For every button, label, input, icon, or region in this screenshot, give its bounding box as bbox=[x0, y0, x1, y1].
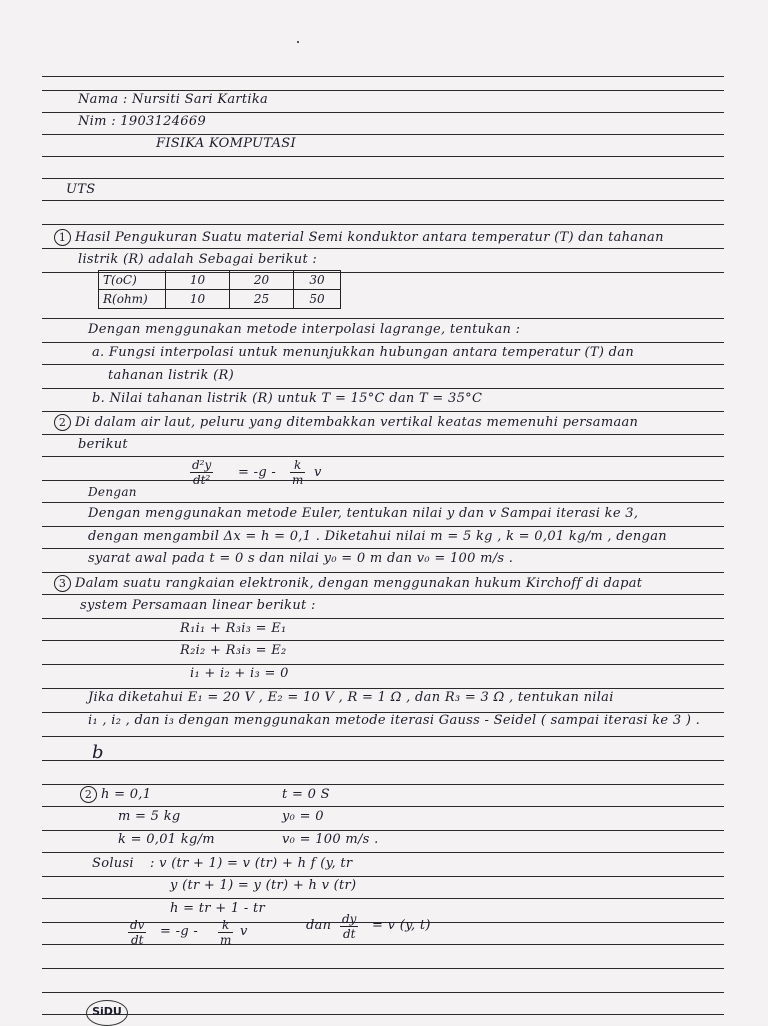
question-number: 3 bbox=[54, 575, 71, 592]
exam-label: UTS bbox=[66, 182, 96, 197]
question-2-line-3: Dengan menggunakan metode Euler, tentukan nilai y dan v Sampai iterasi ke 3, bbox=[88, 506, 639, 521]
answer-number: 2 bbox=[80, 786, 97, 803]
question-2-dengan: Dengan bbox=[88, 485, 137, 499]
ruled-line bbox=[42, 664, 724, 665]
ruled-line bbox=[42, 502, 724, 503]
fraction-numerator: d²y bbox=[192, 458, 212, 472]
ruled-line bbox=[42, 480, 724, 481]
solusi-label: Solusi bbox=[92, 856, 134, 871]
answer-dy-eq: = v (y, t) bbox=[372, 918, 431, 933]
question-text: Hasil Pengukuran Suatu material Semi konduktor antara temperatur (T) dan tahanan bbox=[75, 230, 664, 245]
question-1-part-a: a. Fungsi interpolasi untuk menunjukkan hubungan antara temperatur (T) dan bbox=[92, 345, 634, 360]
ruled-line bbox=[42, 526, 724, 527]
answer-h: h = 0,1 bbox=[101, 787, 152, 802]
question-number: 2 bbox=[54, 414, 71, 431]
ruled-line bbox=[42, 364, 724, 365]
ruled-line bbox=[42, 178, 724, 179]
ruled-line bbox=[42, 968, 724, 969]
question-1-part-b: b. Nilai tahanan listrik (R) untuk T = 15°C dan T = 35°C bbox=[92, 391, 483, 406]
question-2-line-1 bbox=[54, 414, 638, 431]
question-2-line-4: dengan mengambil Δx = h = 0,1 . Diketahui nilai m = 5 kg , k = 0,01 kg/m , dengan bbox=[88, 529, 667, 544]
ruled-line bbox=[42, 134, 724, 135]
table-cell: 20 bbox=[230, 271, 294, 290]
fraction-denominator: dt² bbox=[192, 473, 211, 487]
answer-fraction bbox=[218, 918, 233, 947]
question-1-line-2: listrik (R) adalah Sebagai berikut : bbox=[78, 252, 318, 267]
question-3-line-3: Jika diketahui E₁ = 20 V , E₂ = 10 V , R = 1 Ω , dan R₃ = 3 Ω , tentukan nilai bbox=[88, 690, 614, 705]
question-3-line-1 bbox=[54, 575, 642, 592]
equation-operator: = -g - bbox=[238, 465, 277, 480]
answer-v: v bbox=[240, 924, 248, 939]
ruled-line bbox=[42, 992, 724, 993]
ruled-line bbox=[42, 90, 724, 91]
answer-t: t = 0 S bbox=[282, 787, 330, 802]
fraction-numerator: dy bbox=[342, 912, 357, 926]
equation-1: R₁i₁ + R₃i₃ = E₁ bbox=[180, 621, 287, 636]
ruled-line bbox=[42, 434, 724, 435]
ruled-line bbox=[42, 248, 724, 249]
ruled-line bbox=[42, 76, 724, 77]
ruled-line bbox=[42, 572, 724, 573]
fraction-denominator: m bbox=[220, 933, 232, 947]
ruled-line bbox=[42, 618, 724, 619]
question-3-line-2: system Persamaan linear berikut : bbox=[80, 598, 316, 613]
ruled-line bbox=[42, 784, 724, 785]
table-cell: 25 bbox=[230, 290, 294, 309]
ruled-line bbox=[42, 852, 724, 853]
answer-y0: y₀ = 0 bbox=[282, 809, 324, 824]
ruled-line bbox=[42, 760, 724, 761]
student-name: Nama : Nursiti Sari Kartika bbox=[78, 92, 269, 107]
fraction-numerator: k bbox=[290, 458, 305, 473]
equation-tail: v bbox=[314, 465, 322, 480]
ruled-line bbox=[42, 388, 724, 389]
fraction-denominator: dt bbox=[130, 933, 144, 947]
answer-line-1 bbox=[80, 786, 151, 803]
ruled-line bbox=[42, 898, 724, 899]
ruled-line bbox=[42, 156, 724, 157]
ruled-line bbox=[42, 736, 724, 737]
table-cell: 10 bbox=[166, 290, 230, 309]
ruled-line bbox=[42, 456, 724, 457]
table-cell: R(ohm) bbox=[99, 290, 166, 309]
notebook-logo: SiDU bbox=[86, 1000, 128, 1026]
ruled-line bbox=[42, 548, 724, 549]
table-row bbox=[99, 271, 341, 290]
answer-m: m = 5 kg bbox=[118, 809, 181, 824]
ruled-line bbox=[42, 318, 724, 319]
question-1-line-1 bbox=[54, 229, 664, 246]
answer-mark: b bbox=[92, 742, 104, 763]
paper-speck bbox=[297, 41, 299, 43]
ruled-line bbox=[42, 688, 724, 689]
equation-2: R₂i₂ + R₃i₃ = E₂ bbox=[180, 643, 287, 658]
table-row bbox=[99, 290, 341, 309]
ruled-line bbox=[42, 411, 724, 412]
ruled-line bbox=[42, 112, 724, 113]
fraction-denominator: dt bbox=[342, 927, 356, 941]
answer-k: k = 0,01 kg/m bbox=[118, 832, 215, 847]
answer-v0: v₀ = 100 m/s . bbox=[282, 832, 379, 847]
question-2-line-2: berikut bbox=[78, 437, 128, 452]
fraction-numerator: k bbox=[218, 918, 233, 933]
fraction-denominator: m bbox=[292, 473, 304, 487]
question-text: Dalam suatu rangkaian elektronik, dengan menggunakan hukum Kirchoff di dapat bbox=[75, 576, 643, 591]
equation-fraction bbox=[290, 458, 305, 487]
course-title: FISIKA KOMPUTASI bbox=[156, 136, 296, 151]
ruled-line bbox=[42, 806, 724, 807]
solusi-line-1: : v (tr + 1) = v (tr) + h f (y, tr bbox=[150, 856, 353, 871]
question-3-line-4: i₁ , i₂ , dan i₃ dengan menggunakan metode iterasi Gauss - Seidel ( sampai iterasi ke 3 ) . bbox=[88, 713, 701, 728]
data-table bbox=[98, 270, 341, 309]
question-1-part-a-cont: tahanan listrik (R) bbox=[108, 368, 234, 383]
table-cell: 10 bbox=[166, 271, 230, 290]
solusi-line-2: y (tr + 1) = y (tr) + h v (tr) bbox=[170, 878, 357, 893]
student-nim: Nim : 1903124669 bbox=[78, 114, 207, 129]
answer-fraction bbox=[128, 918, 146, 947]
answer-fraction bbox=[340, 912, 358, 941]
question-text: Di dalam air laut, peluru yang ditembakkan vertikal keatas memenuhi persamaan bbox=[75, 415, 639, 430]
answer-dan: dan bbox=[306, 918, 332, 933]
table-cell: T(oC) bbox=[99, 271, 166, 290]
question-2-line-5: syarat awal pada t = 0 s dan nilai y₀ = 0 m dan v₀ = 100 m/s . bbox=[88, 551, 514, 566]
equation-fraction bbox=[190, 458, 213, 487]
question-number: 1 bbox=[54, 229, 71, 246]
answer-operator: = -g - bbox=[160, 924, 199, 939]
table-cell: 50 bbox=[294, 290, 341, 309]
fraction-numerator: dv bbox=[130, 918, 145, 932]
ruled-line bbox=[42, 342, 724, 343]
ruled-line bbox=[42, 830, 724, 831]
question-1-line-3: Dengan menggunakan metode interpolasi lagrange, tentukan : bbox=[88, 322, 521, 337]
ruled-line bbox=[42, 594, 724, 595]
ruled-line bbox=[42, 876, 724, 877]
solusi-line-3: h = tr + 1 - tr bbox=[170, 901, 265, 916]
ruled-line bbox=[42, 640, 724, 641]
equation-3: i₁ + i₂ + i₃ = 0 bbox=[190, 666, 289, 681]
ruled-line bbox=[42, 224, 724, 225]
ruled-line bbox=[42, 1014, 724, 1015]
ruled-line bbox=[42, 200, 724, 201]
table-cell: 30 bbox=[294, 271, 341, 290]
